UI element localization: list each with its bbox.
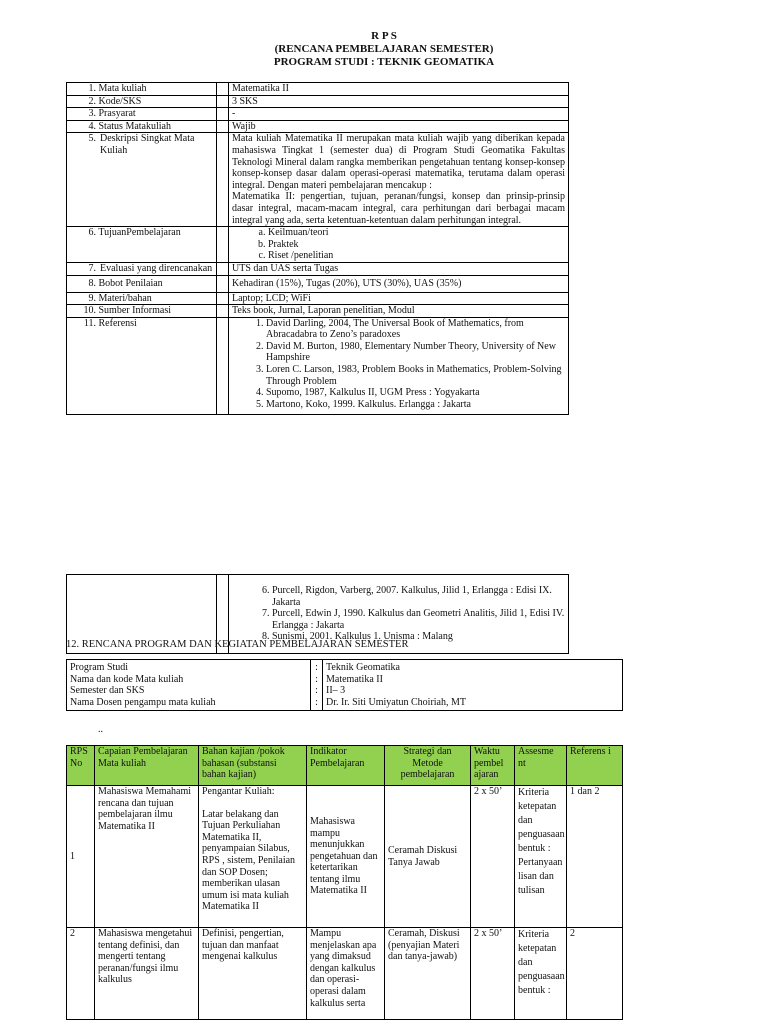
- row-label: 1. Mata kuliah: [67, 83, 217, 96]
- row-value: UTS dan UAS serta Tugas: [229, 262, 569, 275]
- row-value: Teks book, Jurnal, Laporan penelitian, Modul: [229, 305, 569, 318]
- table-row: [67, 786, 623, 928]
- waktu-cell: 2 x 50’: [471, 928, 515, 1020]
- table-row: [67, 262, 569, 275]
- row-label: 9. Materi/bahan: [67, 292, 217, 305]
- description-text: Matematika II: pengertian, tujuan, peranan/fungsi, konsep dan prinsip-prinsip dasar integral, macam-macam integral, cara perhitungan dari berbagai macam integral yang ada, serta ketentuan-ketentuan dalam perhitungan integral.: [232, 191, 565, 226]
- capaian-cell: Mahasiswa Memahami rencana dan tujuan pembelajaran ilmu Matematika II: [95, 786, 199, 928]
- description-text: Mata kuliah Matematika II merupakan mata kuliah wajib yang diberikan kepada mahasiswa Tingkat 1 (semester dua) di Program Studi Geomatika Fakultas Teknologi Mineral dalam rangka memberikan pengetahuan tentang konsep-konsep konsep-konsep dasar dalam operasi-operasi matematika, terutama dalam operasi integral. Dengan materi pembelajaran mencakup :: [232, 133, 565, 191]
- row-label: 2. Kode/SKS: [67, 95, 217, 108]
- program-info-table: [66, 659, 623, 711]
- table-row: [67, 292, 569, 305]
- list-item: 2. David M. Burton, 1980, Elementary Number Theory, University of New Hampshire: [266, 341, 565, 364]
- table-row: [67, 120, 569, 133]
- list-item: 1. David Darling, 2004, The Universal Book of Mathematics, from Abracadabra to Zeno’s paradoxes: [266, 318, 565, 341]
- table-row: [67, 660, 623, 711]
- bahan-cell: Definisi, pengertian, tujuan dan manfaat mengenai kalkulus: [199, 928, 307, 1020]
- column-header: Capaian Pembelajaran Mata kuliah: [95, 746, 199, 786]
- indikator-cell: Mampu menjelaskan apa yang dimaksud dengan kalkulus dan operasi-operasi dalam kalkulus serta: [307, 928, 385, 1020]
- list-item: 3. Loren C. Larson, 1983, Problem Books in Mathematics, Problem-Solving Through Problem: [266, 364, 565, 387]
- row-value: -: [229, 108, 569, 121]
- strategi-cell: Ceramah, Diskusi (penyajian Materi dan tanya-jawab): [385, 928, 471, 1020]
- waktu-cell: 2 x 50’: [471, 786, 515, 928]
- rps-no: 1: [67, 786, 95, 928]
- row-label: 5. Deskripsi Singkat Mata Kuliah: [67, 133, 217, 227]
- row-value: Kehadiran (15%), Tugas (20%), UTS (30%), UAS (35%): [229, 275, 569, 292]
- table-row: [67, 227, 569, 263]
- row-value: Wajib: [229, 120, 569, 133]
- list-item: 5. Martono, Koko, 1999. Kalkulus. Erlangga : Jakarta: [266, 399, 565, 411]
- program-info-separators: : : : :: [311, 660, 323, 711]
- table-row: [67, 133, 569, 227]
- table-header-row: [67, 746, 623, 786]
- course-info-table: [66, 82, 569, 415]
- table-row: [67, 275, 569, 292]
- row-label: 6. TujuanPembelajaran: [67, 227, 217, 263]
- row-label: 4. Status Matakuliah: [67, 120, 217, 133]
- row-value: 3 SKS: [229, 95, 569, 108]
- table-row: [67, 95, 569, 108]
- row-label: 10. Sumber Informasi: [67, 305, 217, 318]
- strategi-cell: Ceramah Diskusi Tanya Jawab: [385, 786, 471, 928]
- table-row: [67, 305, 569, 318]
- column-header: RPS No: [67, 746, 95, 786]
- list-item: c. Riset /penelitian: [268, 250, 565, 262]
- list-item: 4. Supomo, 1987, Kalkulus II, UGM Press : Yogyakarta: [266, 387, 565, 399]
- table-row: [67, 108, 569, 121]
- row-value: [229, 317, 569, 414]
- column-header: Strategi dan Metode pembelajaran: [385, 746, 471, 786]
- header-rps: R P S: [371, 30, 397, 42]
- list-item: 7. Purcell, Edwin J, 1990. Kalkulus dan Geometri Analitis, Jilid 1, Edisi IV. Erlangga : Jakarta: [272, 608, 565, 631]
- column-header: Bahan kajian /pokok bahasan (substansi bahan kajian): [199, 746, 307, 786]
- row-value: [229, 133, 569, 227]
- row-value: [229, 227, 569, 263]
- indikator-cell: Mahasiswa mampu menunjukkan pengetahuan dan ketertarikan tentang ilmu Matematika II: [307, 786, 385, 928]
- row-label: 8. Bobot Penilaian: [67, 275, 217, 292]
- row-value: Matematika II: [229, 83, 569, 96]
- row-value: Laptop; LCD; WiFi: [229, 292, 569, 305]
- assessment-cell: Kriteria ketepatan dan penguasaan bentuk : Pertanyaan lisan dan tulisan: [515, 786, 567, 928]
- header-program: PROGRAM STUDI : TEKNIK GEOMATIKA: [273, 56, 495, 68]
- program-info-values: Teknik Geomatika Matematika II II– 3 Dr. Ir. Siti Umiyatun Choiriah, MT: [323, 660, 623, 711]
- learning-plan-table: [66, 745, 623, 1020]
- row-label: 3. Prasyarat: [67, 108, 217, 121]
- table-row: [67, 928, 623, 1020]
- list-item: 6. Purcell, Rigdon, Varberg, 2007. Kalkulus, Jilid 1, Erlangga : Edisi IX. Jakarta: [272, 585, 565, 608]
- list-item: 8. Sunismi, 2001. Kalkulus 1. Unisma : Malang: [272, 631, 565, 643]
- list-item: a. Keilmuan/teori: [268, 227, 565, 239]
- assessment-cell: Kriteria ketepatan dan penguasaan bentuk :: [515, 928, 567, 1020]
- row-label: 11. Referensi: [67, 317, 217, 414]
- capaian-cell: Mahasiswa mengetahui tentang definisi, dan mengerti tentang peranan/fungsi ilmu kalkulus: [95, 928, 199, 1020]
- table-row: [67, 83, 569, 96]
- referensi-cell: 1 dan 2: [567, 786, 623, 928]
- section-12-title: 12. RENCANA PROGRAM DAN KEGIATAN PEMBELAJARAN SEMESTER: [66, 639, 409, 650]
- column-header: Assesme nt: [515, 746, 567, 786]
- list-item: b. Praktek: [268, 239, 565, 251]
- rps-no: 2: [67, 928, 95, 1020]
- document-header: [0, 30, 768, 69]
- dots-text: ..: [98, 724, 103, 735]
- column-header: Waktu pembel ajaran: [471, 746, 515, 786]
- bahan-cell: Pengantar Kuliah: Latar belakang dan Tujuan Perkuliahan Matematika II, penyampaian Silabus, RPS , sistem, Penilaian dan SOP Dosen; memberikan ulasan umum isi mata kuliah Matematika II: [199, 786, 307, 928]
- table-row: [67, 317, 569, 414]
- column-header: Indikator Pembelajaran: [307, 746, 385, 786]
- header-title: (RENCANA PEMBELAJARAN SEMESTER): [274, 43, 494, 55]
- column-header: Referens i: [567, 746, 623, 786]
- program-info-labels: Program Studi Nama dan kode Mata kuliah Semester dan SKS Nama Dosen pengampu mata kuliah: [67, 660, 311, 711]
- row-label: 7. Evaluasi yang direncanakan: [67, 262, 217, 275]
- referensi-cell: 2: [567, 928, 623, 1020]
